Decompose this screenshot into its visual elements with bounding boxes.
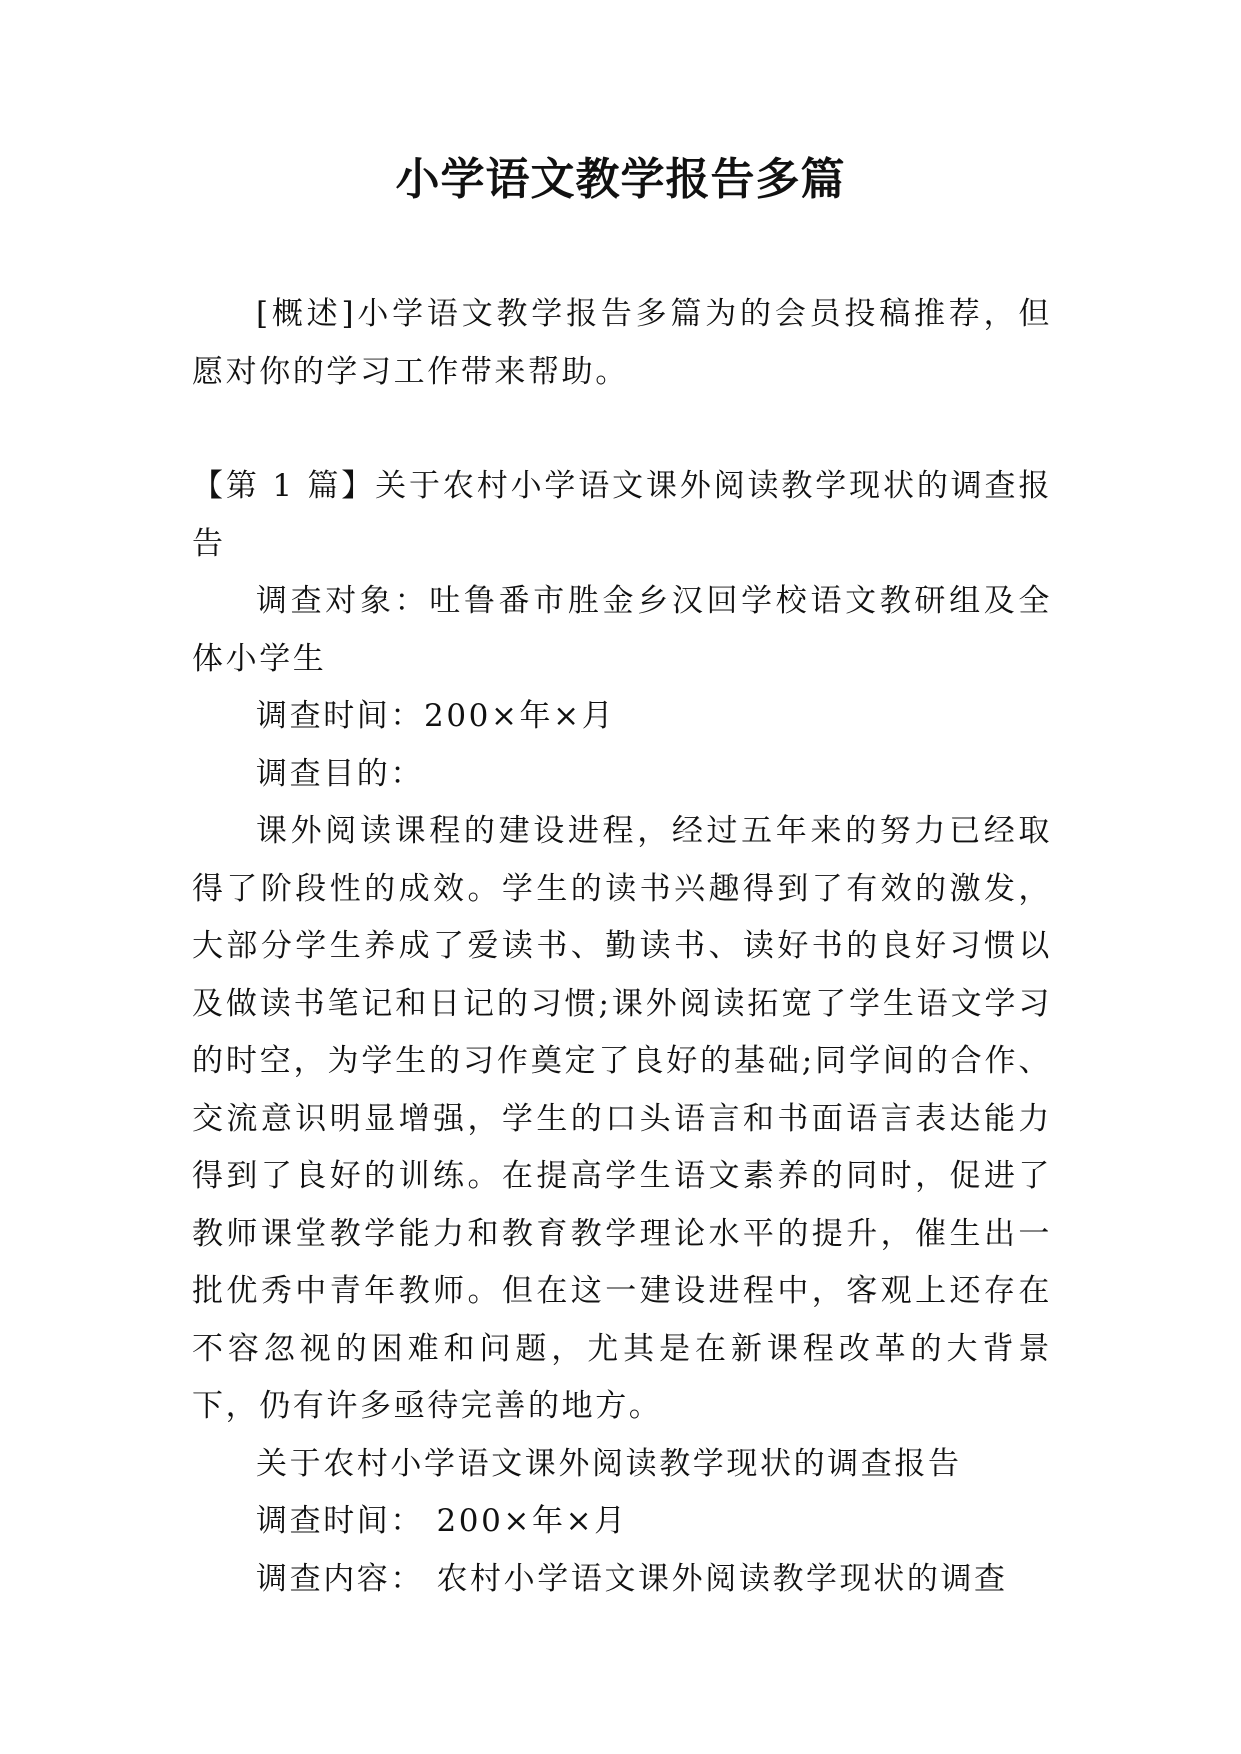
survey-time-2-paragraph: 调查时间： 200×年×月 <box>256 1503 628 1539</box>
article-heading: 【第 1 篇】关于农村小学语文课外阅读教学现状的调查报告 <box>192 468 1052 562</box>
summary-section <box>192 286 1052 401</box>
survey-object-paragraph: 调查对象：吐鲁番市胜金乡汉回学校语文教研组及全体小学生 <box>192 583 1052 677</box>
document-title: 小学语文教学报告多篇 <box>395 154 846 205</box>
summary-paragraph: [概述]小学语文教学报告多篇为的会员投稿推荐，但愿对你的学习工作带来帮助。 <box>192 296 1052 390</box>
survey-purpose-label: 调查目的： <box>256 755 424 792</box>
purpose-body-paragraph: 课外阅读课程的建设进程，经过五年来的努力已经取得了阶段性的成效。学生的读书兴趣得到了有效的激发，大部分学生养成了爱读书、勤读书、读好书的良好习惯以及做读书笔记和日记的习惯;课外阅读拓宽了学生语文学习的时空，为学生的习作奠定了良好的基础;同学间的合作、交流意识明显增强，学生的口头语言和书面语言表达能力得到了良好的训练。在提高学生语文素养的同时，促进了教师课堂教学能力和教育教学理论水平的提升，催生出一批优秀中青年教师。但在这一建设进程中，客观上还存在不容忽视的困难和问题，尤其是在新课程改革的大背景下，仍有许多亟待完善的地方。 <box>192 813 1052 1424</box>
article-body <box>192 458 1052 1608</box>
survey-content-paragraph: 调查内容： 农村小学语文课外阅读教学现状的调查 <box>256 1560 1008 1597</box>
repeat-heading-paragraph: 关于农村小学语文课外阅读教学现状的调查报告 <box>256 1445 962 1482</box>
survey-time-paragraph: 调查时间：200×年×月 <box>256 698 616 734</box>
